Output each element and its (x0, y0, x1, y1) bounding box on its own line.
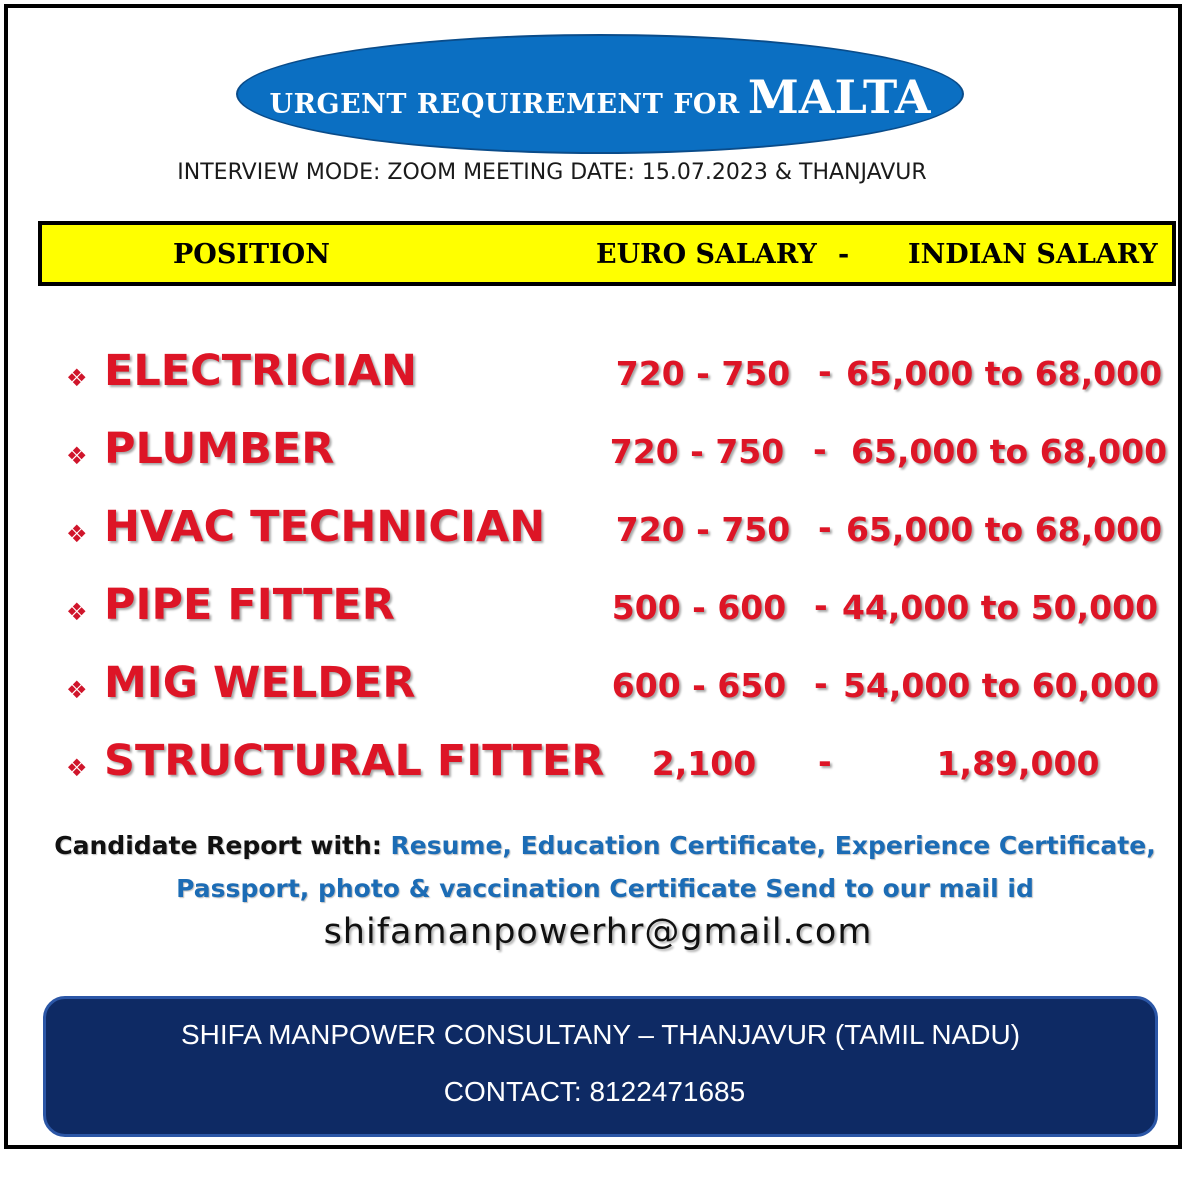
salary-separator: - (814, 664, 828, 703)
report-line-2 (18, 867, 1192, 910)
bullet-icon: ❖ (66, 442, 88, 470)
job-position: HVAC TECHNICIAN (104, 502, 546, 552)
job-position: STRUCTURAL FITTER (104, 736, 605, 786)
required-documents-2: Passport, photo & vaccination Certificate Send to our mail id (176, 874, 1034, 903)
title (270, 64, 931, 124)
euro-salary: 600 - 650 (611, 666, 787, 705)
euro-salary: 720 - 750 (609, 432, 785, 471)
report-instructions (0, 824, 1192, 910)
column-position: POSITION (173, 239, 330, 270)
column-separator: - (838, 239, 850, 270)
title-prefix: URGENT REQUIREMENT FOR (269, 89, 740, 120)
title-country: MALTA (747, 70, 931, 124)
contact-phone[interactable]: CONTACT: 8122471685 (443, 1076, 746, 1107)
job-position: MIG WELDER (104, 658, 416, 708)
interview-info: INTERVIEW MODE: ZOOM MEETING DATE: 15.07.2023 & THANJAVUR (177, 160, 927, 185)
salary-separator: - (818, 742, 832, 781)
job-position: ELECTRICIAN (104, 346, 417, 396)
salary-separator: - (818, 508, 832, 547)
column-indian-salary: INDIAN SALARY (908, 239, 1158, 270)
column-euro-salary: EURO SALARY (596, 239, 817, 270)
job-row (0, 578, 1192, 638)
company-name: SHIFA MANPOWER CONSULTANY – THANJAVUR (TAMIL NADU) (180, 1019, 1021, 1050)
euro-salary: 2,100 (651, 744, 757, 783)
job-position: PIPE FITTER (104, 580, 395, 630)
indian-salary: 54,000 to 60,000 (842, 666, 1160, 705)
report-colon: : (371, 831, 391, 860)
euro-salary: 720 - 750 (615, 354, 791, 393)
euro-salary: 500 - 600 (611, 588, 787, 627)
bullet-icon: ❖ (66, 676, 88, 704)
salary-separator: - (813, 430, 827, 469)
job-row (0, 500, 1192, 560)
indian-salary: 44,000 to 50,000 (841, 588, 1159, 627)
bullet-icon: ❖ (66, 754, 88, 782)
contact-email[interactable]: shifamanpowerhr@gmail.com (323, 912, 873, 952)
salary-separator: - (818, 352, 832, 391)
indian-salary: 65,000 to 68,000 (845, 354, 1163, 393)
job-row (0, 344, 1192, 404)
bullet-icon: ❖ (66, 598, 88, 626)
title-banner (236, 34, 964, 154)
indian-salary: 65,000 to 68,000 (850, 432, 1168, 471)
job-row (0, 734, 1192, 794)
indian-salary: 65,000 to 68,000 (845, 510, 1163, 549)
report-lead: Candidate Report with (54, 831, 372, 860)
euro-salary: 720 - 750 (615, 510, 791, 549)
report-line-1 (18, 824, 1192, 867)
job-row (0, 656, 1192, 716)
bullet-icon: ❖ (66, 364, 88, 392)
job-row (0, 422, 1192, 482)
indian-salary: 1,89,000 (936, 744, 1100, 783)
bullet-icon: ❖ (66, 520, 88, 548)
salary-separator: - (814, 586, 828, 625)
job-position: PLUMBER (104, 424, 335, 474)
table-header (38, 221, 1176, 286)
required-documents-1: Resume, Education Certificate, Experience Certificate, (390, 831, 1156, 860)
footer-banner (43, 996, 1158, 1137)
